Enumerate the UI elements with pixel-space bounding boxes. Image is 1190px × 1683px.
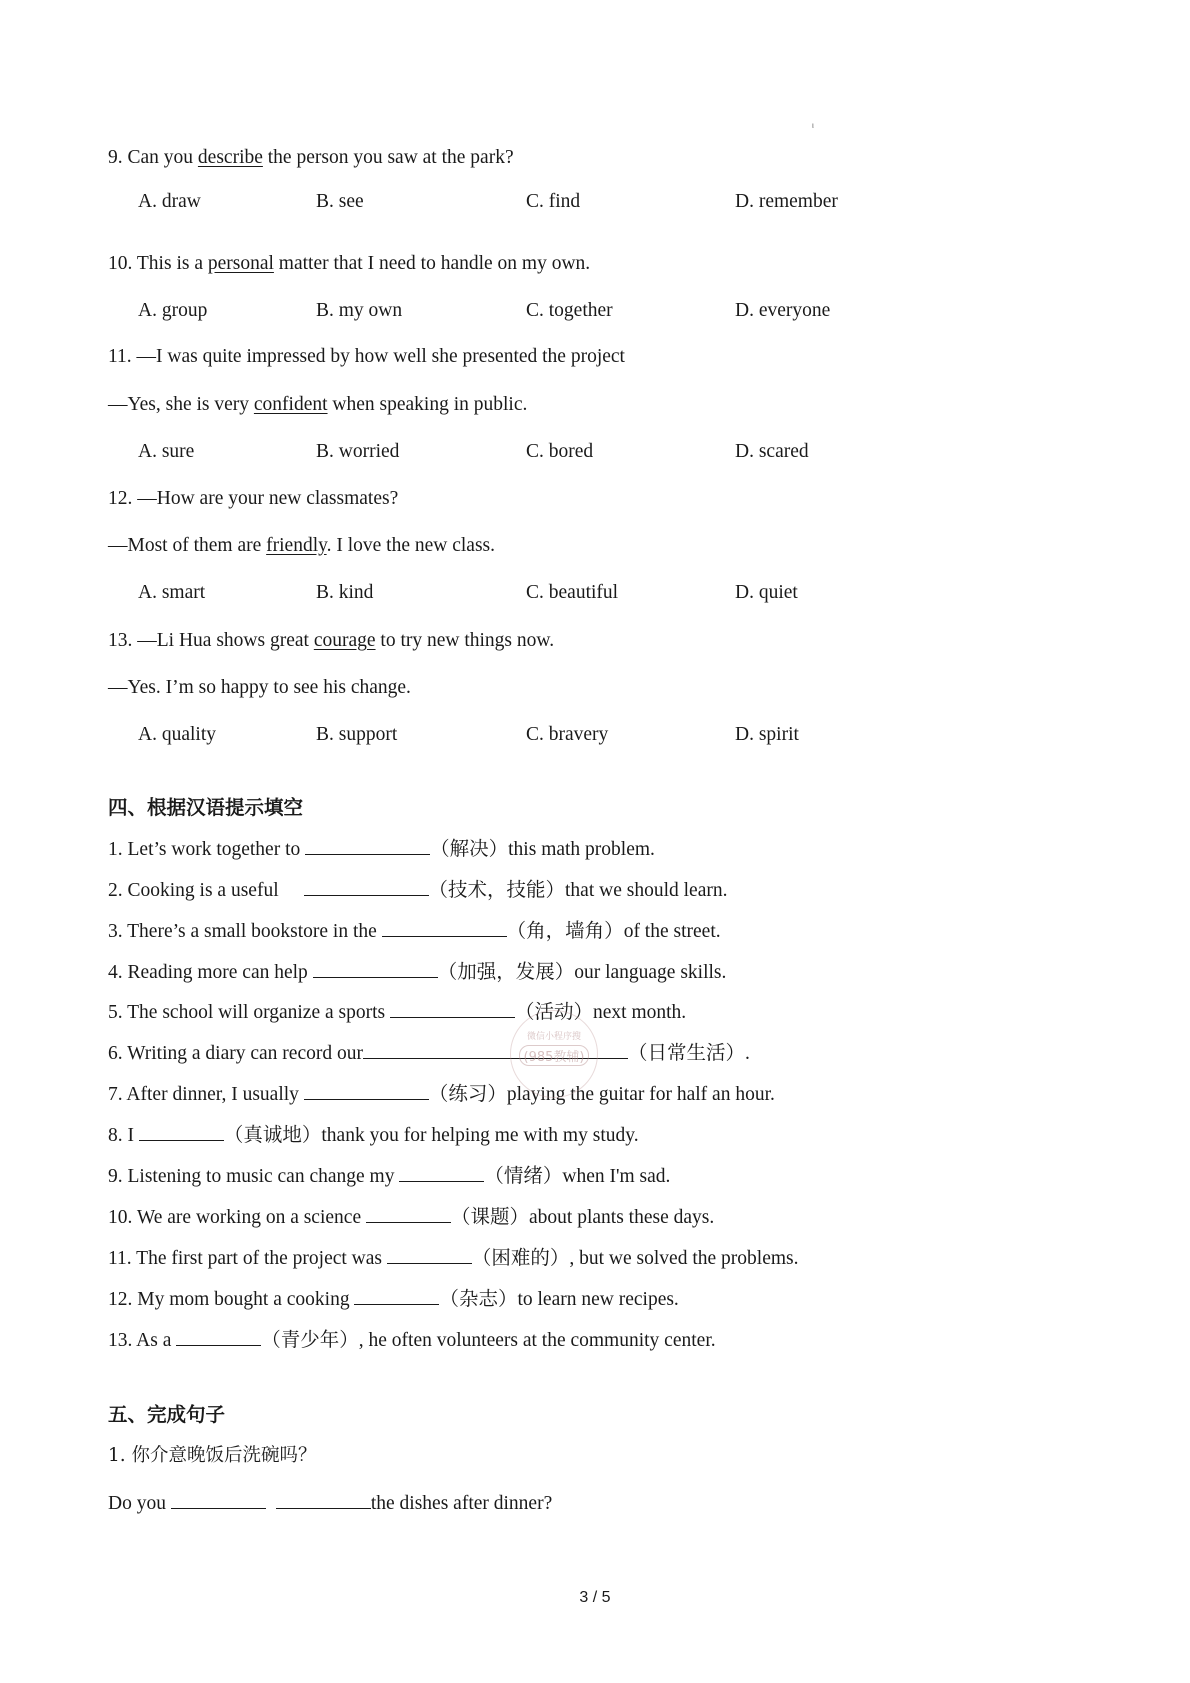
q13-option-c: C. bravery xyxy=(526,724,609,745)
fill-9-pre: 9. Listening to music can change my xyxy=(108,1166,400,1187)
fill-3-blank[interactable] xyxy=(382,918,507,937)
fill-12-pre: 12. My mom bought a cooking xyxy=(108,1289,355,1310)
question-11-line2 xyxy=(108,392,527,418)
question-13-line2: —Yes. I’m so happy to see his change. xyxy=(108,677,411,698)
fill-item-11 xyxy=(108,1245,798,1272)
fill-1-blank[interactable] xyxy=(305,836,430,855)
fill-13-hint: （青少年） xyxy=(261,1330,359,1351)
fill-7-post: playing the guitar for half an hour. xyxy=(506,1084,775,1105)
q11-option-a: A. sure xyxy=(138,441,195,462)
fill-8-hint: （真诚地） xyxy=(223,1125,322,1146)
fill-item-5 xyxy=(108,999,686,1026)
fill-10-blank[interactable] xyxy=(366,1204,451,1223)
page-number: 3 / 5 xyxy=(579,1589,611,1606)
fill-10-hint: （课题） xyxy=(450,1207,529,1228)
fill-item-13 xyxy=(108,1327,716,1354)
fill-7-blank[interactable] xyxy=(304,1081,429,1100)
question-11-line1: 11. —I was quite impressed by how well she presented the project xyxy=(108,346,625,367)
section-5-heading: 五、完成句子 xyxy=(108,1403,226,1426)
q13-option-d: D. spirit xyxy=(735,724,799,745)
q10-keyword: personal xyxy=(207,253,274,274)
q11-post: when speaking in public. xyxy=(327,394,528,415)
fill-2-post: that we should learn. xyxy=(565,880,728,901)
sentence-1-chinese: 1. 你介意晚饭后洗碗吗？ xyxy=(108,1445,317,1466)
fill-item-2 xyxy=(108,877,727,904)
fill-item-9 xyxy=(108,1163,670,1190)
q12-option-a: A. smart xyxy=(138,582,206,603)
question-12-line2 xyxy=(108,533,495,559)
fill-5-post: next month. xyxy=(593,1002,687,1023)
fill-4-blank[interactable] xyxy=(313,959,438,978)
sentence-1-post: the dishes after dinner? xyxy=(370,1493,553,1514)
q12-post: . I love the new class. xyxy=(326,535,496,556)
sentence-1-pre: Do you xyxy=(108,1493,171,1514)
fill-item-7 xyxy=(108,1081,775,1108)
sentence-1-english xyxy=(108,1490,552,1517)
fill-10-post: about plants these days. xyxy=(529,1207,715,1228)
fill-6-hint: （日常生活） xyxy=(627,1043,745,1064)
fill-8-pre: 8. I xyxy=(108,1125,139,1146)
fill-item-1 xyxy=(108,836,655,863)
fill-1-hint: （解决） xyxy=(430,839,509,860)
q13-pre: 13. —Li Hua shows great xyxy=(108,630,314,651)
watermark-line1: 微信小程序搜 xyxy=(526,1032,581,1042)
q10-option-d: D. everyone xyxy=(735,300,831,321)
q10-option-a: A. group xyxy=(138,300,208,321)
q11-option-d: D. scared xyxy=(735,441,809,462)
fill-13-post: , he often volunteers at the community center. xyxy=(358,1330,716,1351)
fill-12-hint: （杂志） xyxy=(439,1289,518,1310)
fill-item-6 xyxy=(108,1040,750,1067)
question-9 xyxy=(108,145,514,171)
q11-pre: —Yes, she is very xyxy=(108,394,254,415)
fill-6-pre: 6. Writing a diary can record our xyxy=(108,1043,363,1064)
q12-option-b: B. kind xyxy=(316,582,374,603)
q10-pre: 10. This is a xyxy=(108,253,208,274)
fill-10-pre: 10. We are working on a science xyxy=(108,1207,366,1228)
fill-4-pre: 4. Reading more can help xyxy=(108,962,313,983)
sentence-1-blank-2[interactable] xyxy=(276,1490,371,1509)
q12-option-d: D. quiet xyxy=(735,582,798,603)
fill-8-post: thank you for helping me with my study. xyxy=(321,1125,639,1146)
q9-option-d: D. remember xyxy=(735,191,838,212)
q11-option-b: B. worried xyxy=(316,441,400,462)
fill-6-post: . xyxy=(744,1043,750,1064)
fill-2-pre: 2. Cooking is a useful xyxy=(108,880,284,901)
q9-keyword: describe xyxy=(197,147,263,168)
watermark-line2: (985教辅) xyxy=(519,1045,589,1066)
fill-item-12 xyxy=(108,1286,679,1313)
fill-11-post: , but we solved the problems. xyxy=(569,1248,799,1269)
fill-1-post: this math problem. xyxy=(508,839,655,860)
question-13-line1 xyxy=(108,628,554,654)
fill-12-post: to learn new recipes. xyxy=(517,1289,679,1310)
q13-option-a: A. quality xyxy=(138,724,216,745)
fill-3-post: of the street. xyxy=(623,921,721,942)
q10-option-c: C. together xyxy=(526,300,613,321)
q9-pre: 9. Can you xyxy=(108,147,198,168)
fill-1-pre: 1. Let’s work together to xyxy=(108,839,306,860)
fill-9-hint: （情绪） xyxy=(484,1166,563,1187)
fill-12-blank[interactable] xyxy=(354,1286,439,1305)
fill-item-4 xyxy=(108,959,726,986)
section-4-heading: 四、根据汉语提示填空 xyxy=(108,796,304,819)
q11-keyword: confident xyxy=(253,394,328,415)
fill-item-3 xyxy=(108,918,721,945)
q9-post: the person you saw at the park? xyxy=(262,147,514,168)
fill-9-blank[interactable] xyxy=(399,1163,484,1182)
q9-option-b: B. see xyxy=(316,191,364,212)
fill-2-hint: （技术，技能） xyxy=(428,880,566,901)
q11-option-c: C. bored xyxy=(526,441,594,462)
fill-7-pre: 7. After dinner, I usually xyxy=(108,1084,304,1105)
fill-5-pre: 5. The school will organize a sports xyxy=(108,1002,390,1023)
fill-item-8 xyxy=(108,1122,639,1149)
fill-7-hint: （练习） xyxy=(428,1084,507,1105)
fill-item-10 xyxy=(108,1204,714,1231)
fill-2-blank[interactable] xyxy=(304,877,429,896)
q13-option-b: B. support xyxy=(316,724,398,745)
fill-4-hint: （加强，发展） xyxy=(437,962,575,983)
corner-mark: ι xyxy=(812,121,814,130)
q12-keyword: friendly xyxy=(266,535,327,556)
question-10 xyxy=(108,251,590,277)
q9-option-a: A. draw xyxy=(138,191,201,212)
fill-13-pre: 13. As a xyxy=(108,1330,177,1351)
question-12-line1: 12. —How are your new classmates? xyxy=(108,488,399,509)
fill-11-blank[interactable] xyxy=(387,1245,472,1264)
q10-post: matter that I need to handle on my own. xyxy=(273,253,591,274)
q10-option-b: B. my own xyxy=(316,300,403,321)
watermark-stamp xyxy=(510,1010,598,1098)
fill-3-pre: 3. There’s a small bookstore in the xyxy=(108,921,382,942)
q9-option-c: C. find xyxy=(526,191,581,212)
fill-11-hint: （困难的） xyxy=(471,1248,570,1269)
sentence-1-blank-1[interactable] xyxy=(171,1490,266,1509)
fill-9-post: when I'm sad. xyxy=(562,1166,671,1187)
q13-post: to try new things now. xyxy=(375,630,555,651)
fill-3-hint: （角，墙角） xyxy=(506,921,624,942)
q12-option-c: C. beautiful xyxy=(526,582,619,603)
fill-8-blank[interactable] xyxy=(139,1122,224,1141)
fill-5-blank[interactable] xyxy=(390,999,515,1018)
fill-13-blank[interactable] xyxy=(176,1327,261,1346)
fill-11-pre: 11. The first part of the project was xyxy=(108,1248,387,1269)
q12-pre: —Most of them are xyxy=(108,535,267,556)
fill-4-post: our language skills. xyxy=(574,962,727,983)
fill-5-hint: （活动） xyxy=(514,1002,593,1023)
q13-keyword: courage xyxy=(313,630,376,651)
